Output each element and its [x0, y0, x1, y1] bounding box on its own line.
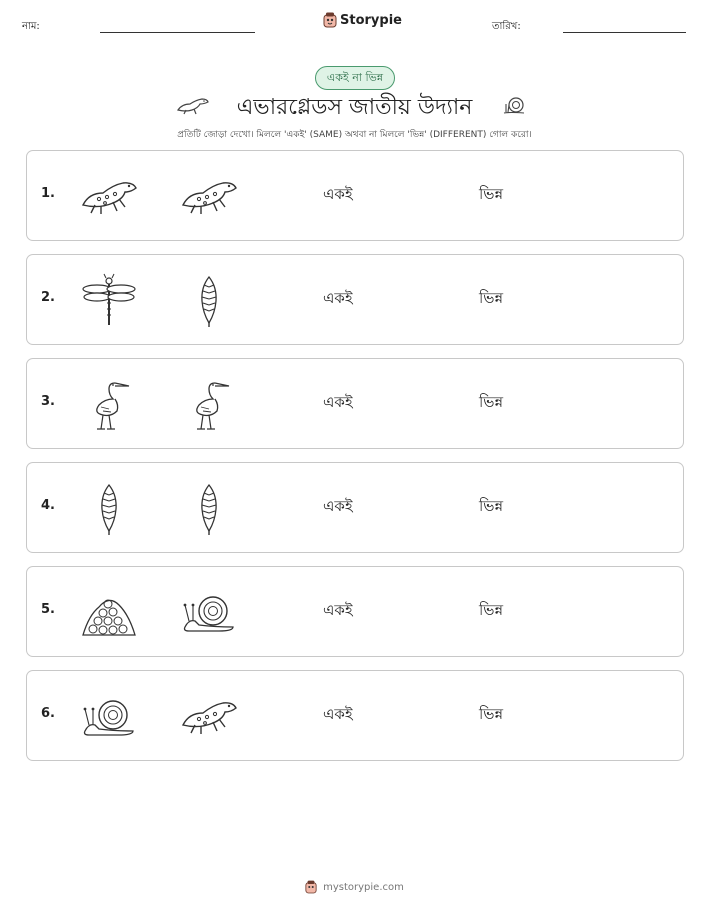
question-number: 6.	[41, 706, 55, 721]
footer-site: mystorypie.com	[323, 881, 404, 893]
different-option[interactable]: ভিন্ন	[479, 289, 504, 307]
question-number: 5.	[41, 602, 55, 617]
date-field[interactable]	[563, 32, 686, 33]
different-option[interactable]: ভিন্ন	[479, 393, 504, 411]
alligator-icon	[79, 169, 139, 225]
different-option[interactable]: ভিন্ন	[479, 601, 504, 619]
same-option[interactable]: একই	[323, 705, 353, 723]
dragonfly-icon	[79, 273, 139, 329]
different-option[interactable]: ভিন্ন	[479, 497, 504, 515]
question-number: 3.	[41, 394, 55, 409]
instructions: প্রতিটি জোড়া দেখো। মিললে 'একই' (SAME) অথবা না মিললে 'ভিন্ন' (DIFFERENT) গোল করো।	[177, 130, 532, 140]
shell-mound-icon	[79, 585, 139, 641]
sawgrass-icon	[79, 481, 139, 537]
same-option[interactable]: একই	[323, 289, 353, 307]
question-number: 4.	[41, 498, 55, 513]
sawgrass-icon	[179, 273, 239, 329]
snail-icon	[79, 689, 139, 745]
name-label: নাম:	[22, 21, 40, 32]
alligator-icon	[179, 169, 239, 225]
same-option[interactable]: একই	[323, 185, 353, 203]
brand-logo	[323, 12, 402, 28]
question-row	[26, 462, 684, 553]
sawgrass-icon	[179, 481, 239, 537]
same-option[interactable]: একই	[323, 601, 353, 619]
question-row	[26, 254, 684, 345]
footer	[0, 880, 709, 894]
brand-name: Storypie	[340, 12, 402, 28]
page-title: এভারগ্লেডস জাতীয় উদ্যান	[236, 95, 473, 120]
storypie-mascot-icon	[323, 12, 337, 28]
same-option[interactable]: একই	[323, 497, 353, 515]
worksheet-header	[0, 0, 709, 50]
snail-icon	[179, 585, 239, 641]
different-option[interactable]: ভিন্ন	[479, 705, 504, 723]
date-label: তারিখ:	[492, 21, 521, 32]
snail-icon	[502, 94, 528, 116]
question-row	[26, 670, 684, 761]
question-row	[26, 566, 684, 657]
question-row	[26, 150, 684, 241]
question-number: 1.	[41, 186, 55, 201]
worksheet-type-badge: একই না ভিন্ন	[315, 66, 395, 90]
name-field[interactable]	[100, 32, 255, 33]
question-row	[26, 358, 684, 449]
different-option[interactable]: ভিন্ন	[479, 185, 504, 203]
heron-icon	[179, 377, 239, 433]
heron-icon	[79, 377, 139, 433]
alligator-icon	[179, 689, 239, 745]
same-option[interactable]: একই	[323, 393, 353, 411]
storypie-mascot-icon	[305, 880, 317, 894]
question-number: 2.	[41, 290, 55, 305]
